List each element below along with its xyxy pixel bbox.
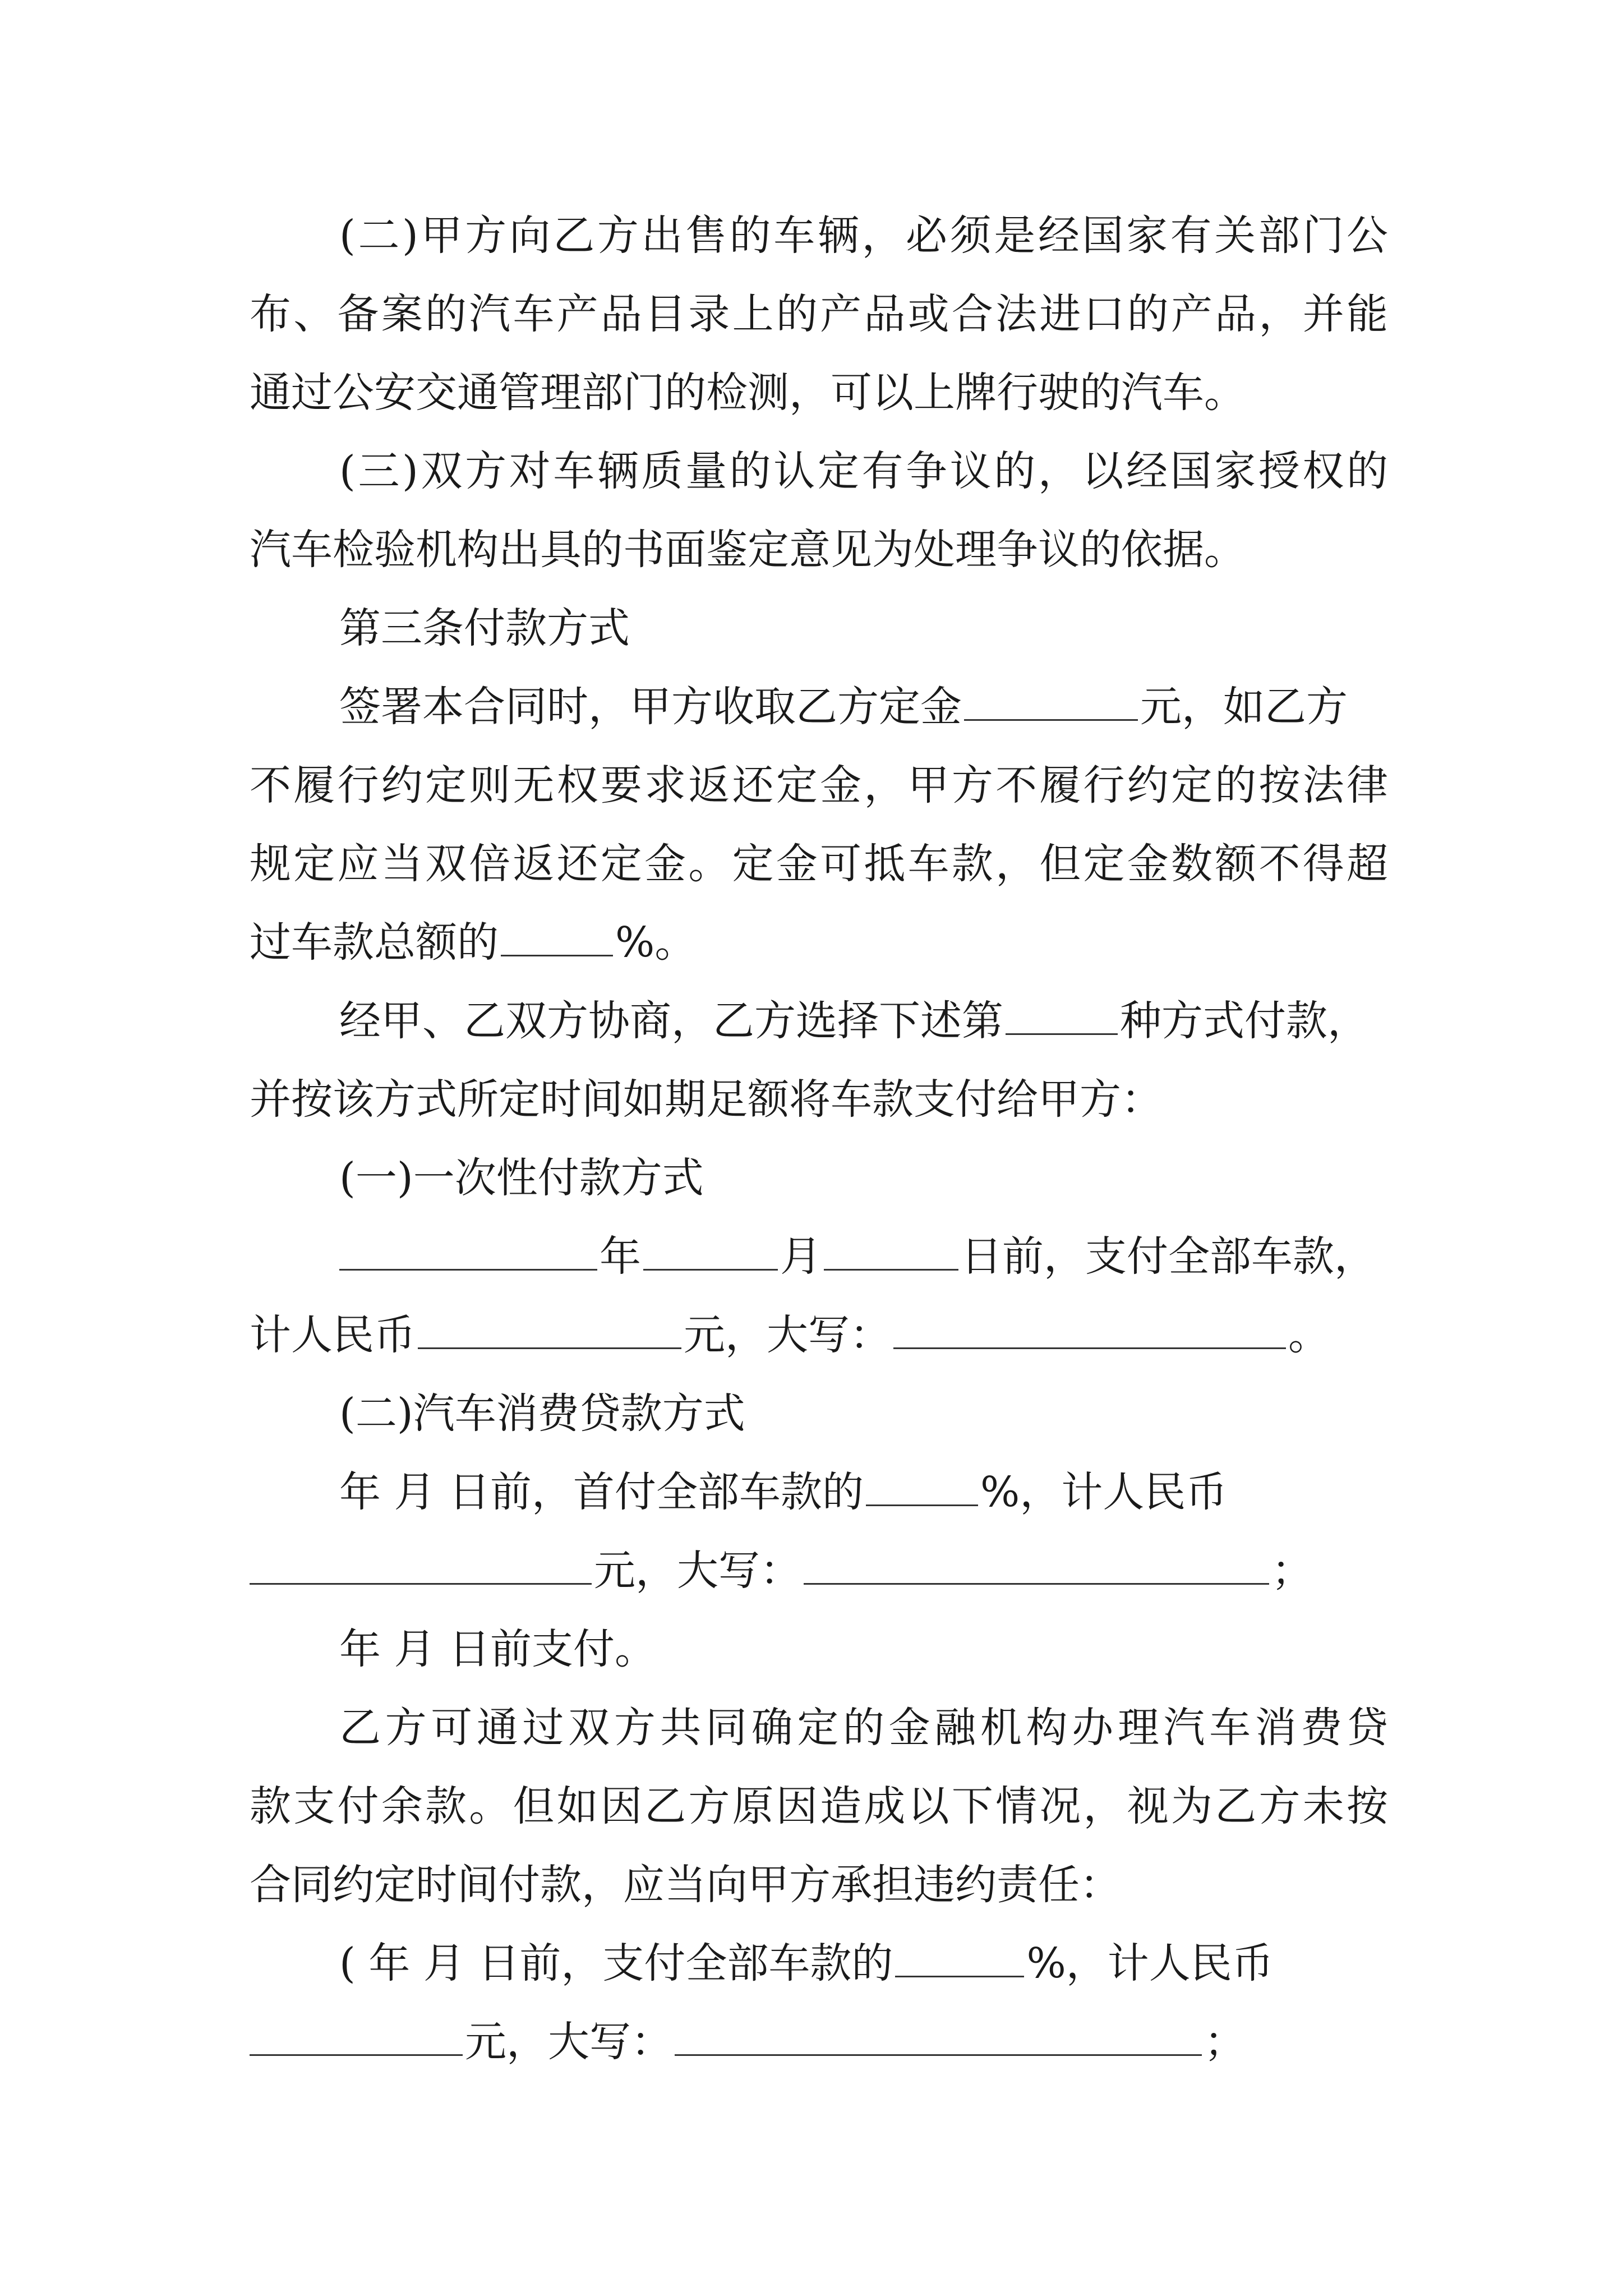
paragraph-line: 合同约定时间付款，应当向甲方承担违约责任： [250, 1861, 1121, 1909]
fill-blank-percent [895, 1931, 1024, 1977]
fill-blank-amount [250, 2009, 463, 2056]
paragraph-line: 乙方可通过双方共同确定的金融机构办理汽车消费贷 [339, 1704, 1388, 1752]
paragraph-line: 布、备案的汽车产品目录上的产品或合法进口的产品，并能 [250, 290, 1388, 338]
paragraph-line: 规定应当双倍返还定金。定金可抵车款，但定金数额不得超 [250, 840, 1388, 888]
fill-blank-amount-words [893, 1303, 1286, 1349]
paragraph-line: 汽车检验机构出具的书面鉴定意见为处理争议的依据。 [250, 526, 1246, 574]
paragraph-line: 年 月 日前，首付全部车款的 %，计人民币 [339, 1458, 1388, 1526]
subsection-heading: (一)一次性付款方式 [339, 1154, 704, 1202]
fill-blank [1006, 988, 1118, 1035]
paragraph-line: (二)甲方向乙方出售的车辆，必须是经国家有关部门公 [339, 211, 1388, 260]
fill-blank [964, 674, 1138, 721]
paragraph-line: 通过公安交通管理部门的检测，可以上牌行驶的汽车。 [250, 369, 1246, 417]
paragraph-line: 计人民币 元，大写： 。 [250, 1301, 1388, 1369]
paragraph-line: 年 月 日前支付。 [339, 1625, 657, 1673]
fill-blank-amount [250, 1538, 592, 1585]
fill-blank-year [339, 1224, 597, 1271]
paragraph-line: 年 月 日前，支付全部车款， [339, 1223, 1388, 1290]
fill-blank-amount-words [804, 1538, 1269, 1585]
paragraph-line: 并按该方式所定时间如期足额将车款支付给甲方： [250, 1075, 1163, 1124]
subsection-heading: (二)汽车消费贷款方式 [339, 1389, 745, 1438]
fill-blank [501, 910, 613, 956]
paragraph-line: ( 年 月 日前，支付全部车款的 %，计人民币 [339, 1930, 1388, 1997]
paragraph-line: 经甲、乙双方协商，乙方选择下述第 种方式付款， [339, 987, 1388, 1055]
fill-blank-day [824, 1224, 958, 1271]
fill-blank-percent [866, 1460, 978, 1506]
fill-blank-amount-words [675, 2009, 1202, 2056]
fill-blank-month [643, 1224, 778, 1271]
section-heading: 第三条付款方式 [339, 604, 630, 652]
paragraph-line: (三)双方对车辆质量的认定有争议的，以经国家授权的 [339, 447, 1388, 495]
paragraph-line: 元，大写： ； [250, 2008, 1388, 2076]
paragraph-line: 款支付余款。但如因乙方原因造成以下情况，视为乙方未按 [250, 1782, 1388, 1830]
paragraph-line: 过车款总额的 %。 [250, 909, 1388, 976]
paragraph-line: 签署本合同时，甲方收取乙方定金 元，如乙方 [339, 673, 1388, 740]
paragraph-line: 不履行约定则无权要求返还定金，甲方不履行约定的按法律 [250, 761, 1388, 809]
fill-blank-amount [418, 1303, 681, 1349]
paragraph-line: 元，大写： ； [250, 1537, 1388, 1604]
